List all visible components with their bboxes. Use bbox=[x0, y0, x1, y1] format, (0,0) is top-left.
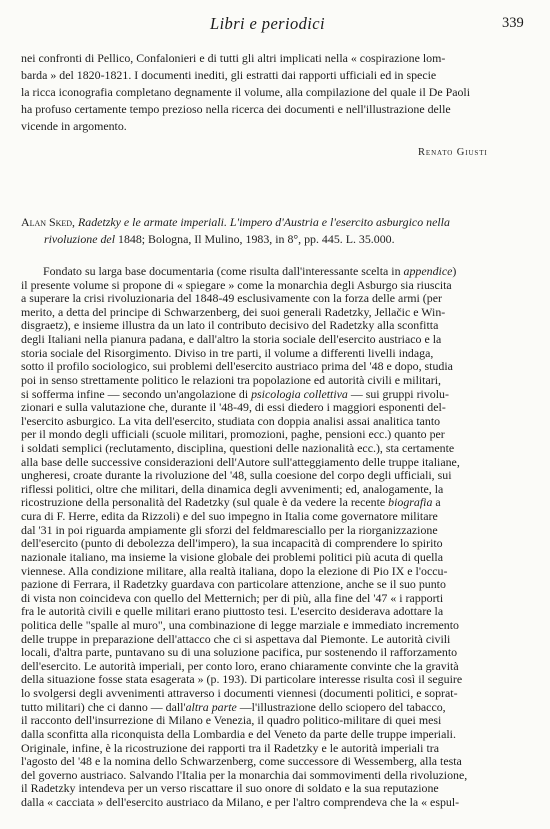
italic-span: appendice bbox=[403, 264, 453, 278]
text-line: locali, d'altra parte, puntavano su di una soluzione pacifica, pur sostenendo il rafforzamento bbox=[21, 645, 458, 660]
citation-line bbox=[21, 214, 450, 230]
text-span: Fondato su larga base documentaria (come risulta dall'interessante scelta in bbox=[43, 264, 404, 278]
text-line: per il mondo degli ufficiali (scuole militari, promozioni, paghe, pensioni ecc.) quanto per bbox=[21, 427, 445, 442]
text-line: del governo austriaco. Salvando l'Italia per la monarchia dai sommovimenti della rivoluzione, bbox=[21, 767, 468, 782]
text-line: fra le autorità civili e quelle militari erano piuttosto tesi. L'esercito desiderava adottare la bbox=[21, 604, 444, 619]
text-line: dal '31 in poi riguarda ampiamente gli sforzi del feldmaresciallo per la riorganizzazione bbox=[21, 522, 438, 537]
running-head: Libri e periodici bbox=[210, 14, 325, 33]
text-span: — sui gruppi rivolu- bbox=[347, 386, 449, 401]
italic-span: biografia bbox=[388, 495, 433, 510]
text-line: sotto il profilo sociologico, sui problemi dell'esercito austriaco prima del '48 e dopo, studia bbox=[21, 359, 453, 374]
text-line: dell'esercito (punto di debolezza dell'impero), la sua incapacità di comprendere lo spirito bbox=[21, 536, 443, 551]
text-line: l'agosto del '48 e la nomina dello Schwarzenberg, come successore di Wessemberg, alla testa bbox=[21, 754, 462, 769]
text-line: dalla « cacciata » dell'esercito austriaco da Milano, e per l'altro comprendeva che la « espul- bbox=[21, 795, 460, 809]
text-line: cura di F. Herre, edita da Rizzoli) e del suo impegno in Italia come governatore militare bbox=[21, 509, 438, 524]
text-line: l'esercito asburgico. La vita dell'esercito, studiata con doppia analisi assai analitica tanto bbox=[21, 413, 441, 428]
text-span: tutto militari) che ci danno — dall' bbox=[21, 699, 186, 714]
text-line bbox=[21, 387, 449, 402]
citation-publication: 1848; Bologna, Il Mulino, 1983, in 8°, pp. 445. L. 35.000. bbox=[118, 232, 395, 246]
italic-span: psicologia collettiva bbox=[251, 386, 348, 401]
text-span: —l'illustrazione dello sciopero del tabacco, bbox=[236, 699, 446, 714]
text-line: di vista non coincideva con quello del Metternich; per di più, alla fine del '47 « i rapporti bbox=[21, 590, 444, 605]
text-line: degli Italiani nella pianura padana, e dall'altro la storia sociale dell'esercito austriaco e la bbox=[21, 332, 442, 347]
text-line: ha profuso certamente tempo prezioso nella ricerca dei documenti e nell'illustrazione delle bbox=[21, 102, 451, 116]
text-line bbox=[43, 264, 456, 279]
text-line: della situazione fosse stata esagerata » (p. 193). Di particolare interesse risulta così il seguire bbox=[21, 672, 463, 687]
italic-span: altra parte bbox=[185, 699, 237, 714]
text-line: barda » del 1820-1821. I documenti inediti, gli estratti dai rapporti ufficiali ed in specie bbox=[21, 68, 437, 82]
text-line: i soldati semplici (reclutamento, disciplina, questioni delle nazionalità ecc.), sta certamente bbox=[21, 441, 455, 455]
text-line: il Radetzky intendeva per un verso riscattare il suo onore di soldato e la sua reputazione bbox=[21, 781, 439, 796]
citation-title: Radetzky e le armate imperiali. L'impero d'Austria e l'esercito asburgico nella bbox=[78, 215, 450, 229]
text-line: la ricca iconografia completano degnamente il volume, alla compilazione del quale il De Paoli bbox=[21, 85, 471, 99]
text-line bbox=[21, 495, 441, 510]
text-line: zionari e sulla valutazione che, durante il '48-49, di essi diedero i maggiori esponenti del- bbox=[21, 400, 446, 415]
text-line: il presente volume si propone di « spiegare » come la monarchia degli Asburgo sia riuscita bbox=[21, 277, 452, 292]
citation-author: Alan Sked, bbox=[21, 215, 76, 229]
text-line: politica delle "spalle al muro", una combinazione di legge marziale e immediato incremento bbox=[21, 618, 459, 632]
text-line: dalla sconfitta alla riconquista della Lombardia e del Veneto da parte delle truppe imperiali. bbox=[21, 726, 456, 741]
text-span: ) bbox=[452, 264, 457, 278]
text-line: il racconto dell'insurrezione di Milano e Venezia, il quadro politico-militare di quei mesi bbox=[21, 713, 442, 728]
text-span: si sofferma infine — secondo un'angolazione di bbox=[21, 386, 252, 401]
text-line: nei confronti di Pellico, Confalonieri e di tutti gli altri implicati nella « cospirazione lom- bbox=[21, 51, 446, 65]
text-span: ricostruzione della personalità del Radetzky (sul quale è da vedere la recente bbox=[21, 495, 389, 510]
reviewer-signature: Renato Giusti bbox=[418, 147, 488, 158]
text-line: merito, a detta del principe di Schwarzenberg, dei suoi generali Radetzky, Jellačic e Win- bbox=[21, 304, 446, 319]
text-line: ungheresi, croate durante la rivoluzione del '48, sulla coesione del corpo degli ufficiali, sui bbox=[21, 468, 452, 483]
page-number: 339 bbox=[502, 15, 524, 31]
text-line: nazionale italiano, ma insieme la visione globale dei problemi politici più acuta di quella bbox=[21, 549, 443, 564]
text-line: pazione di Ferrara, il Radetzky guardava con particolare attenzione, anche se il suo punto bbox=[21, 577, 446, 592]
text-line: alla base delle successive considerazioni dell'Autore sull'atteggiamento delle truppe italiane, bbox=[21, 454, 460, 469]
text-line: disgraetz), e insieme illustra da un lato il contributo decisivo del Radetzky alla sconfitta bbox=[21, 318, 439, 333]
text-line bbox=[21, 700, 446, 715]
text-line: viennese. Alla condizione militare, alla realtà italiana, dopo la elezione di Pio IX e l'occu- bbox=[21, 563, 448, 578]
text-line: delle truppe in preparazione dell'attacco che ci si aspettava dal Piemonte. Le autorità civili bbox=[21, 631, 451, 646]
text-line: dell'esercito. Le autorità imperiali, per conto loro, erano chiaramente convinte che la gravità bbox=[21, 658, 459, 673]
text-line: Originale, infine, è la ricostruzione dei rapporti tra il Radetzky e le autorità imperiali tra bbox=[21, 740, 439, 755]
text-span: a bbox=[432, 495, 441, 510]
text-line: poi in senso strettamente politico le relazioni tra popolazione ed autorità civili e militari, bbox=[21, 372, 442, 387]
citation-title-end: rivoluzione del bbox=[44, 232, 116, 246]
citation-line bbox=[44, 231, 395, 247]
text-line: a superare la crisi rivoluzionaria del 1848-49 esclusivamente con la forza delle armi (per bbox=[21, 291, 442, 306]
text-line: riflessi politici, oltre che militari, della dinamica degli avvenimenti; ed, analogamente, la bbox=[21, 481, 444, 496]
text-line: vicende in argomento. bbox=[21, 119, 127, 133]
text-line: storia sociale del Risorgimento. Diviso in tre parti, il volume a differenti livelli indaga, bbox=[21, 345, 434, 360]
text-line: lo svolgersi degli avvenimenti attraverso i documenti viennesi (documenti politici, e soprat- bbox=[21, 686, 458, 701]
page-header bbox=[0, 14, 550, 36]
